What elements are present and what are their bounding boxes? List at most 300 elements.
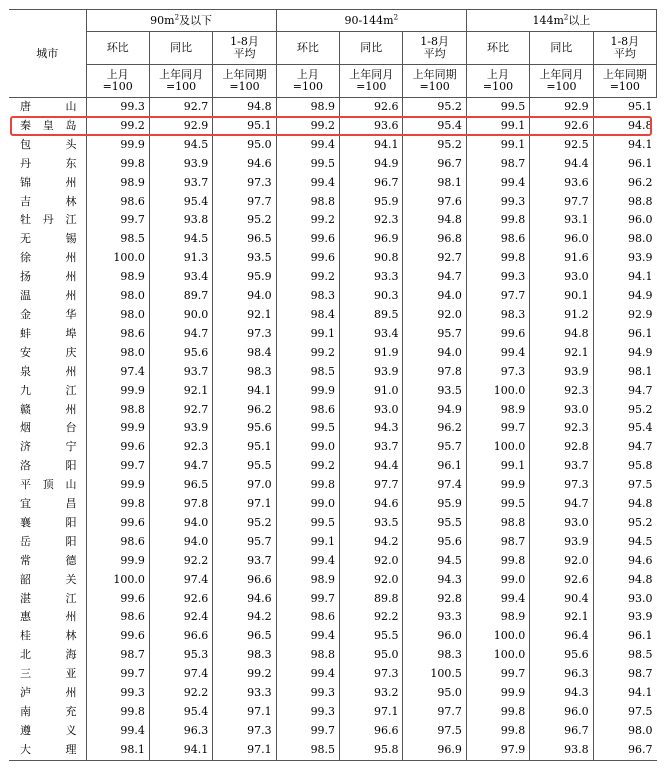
sub-header-label: 同比	[530, 32, 593, 65]
index-value: 94.6	[213, 155, 276, 174]
index-value: 99.0	[466, 571, 529, 590]
city-name: 锦州	[20, 175, 77, 189]
index-value: 94.7	[530, 495, 593, 514]
index-value: 97.8	[149, 495, 212, 514]
index-value: 93.3	[340, 268, 403, 287]
index-value: 99.3	[86, 98, 149, 117]
index-value: 99.8	[86, 703, 149, 722]
index-value: 93.9	[593, 608, 656, 627]
index-value: 94.5	[403, 552, 466, 571]
index-value: 93.7	[530, 457, 593, 476]
city-name: 襄阳	[20, 515, 77, 529]
index-value: 99.8	[466, 211, 529, 230]
index-value: 98.1	[86, 741, 149, 760]
sub-header-base: 上年同月 =100	[530, 65, 593, 98]
index-value: 96.3	[149, 722, 212, 741]
index-value: 93.9	[530, 533, 593, 552]
index-value: 99.6	[86, 627, 149, 646]
index-value: 100.5	[403, 665, 466, 684]
index-value: 96.7	[530, 722, 593, 741]
city-name: 岳阳	[20, 534, 77, 548]
sub-header-base: 上月 =100	[276, 65, 339, 98]
index-value: 98.7	[593, 665, 656, 684]
index-value: 96.2	[213, 401, 276, 420]
index-value: 90.1	[530, 287, 593, 306]
index-value: 92.3	[530, 419, 593, 438]
table-row	[9, 344, 657, 363]
city-name: 牡丹江	[20, 213, 77, 227]
index-value: 95.2	[213, 211, 276, 230]
index-value: 98.3	[403, 646, 466, 665]
index-value: 92.6	[530, 571, 593, 590]
index-value: 98.6	[86, 608, 149, 627]
index-value: 97.7	[340, 476, 403, 495]
index-value: 98.5	[86, 230, 149, 249]
index-value: 91.3	[149, 249, 212, 268]
index-value: 94.2	[213, 608, 276, 627]
sub-header-label: 环比	[466, 32, 529, 65]
index-value: 96.7	[403, 155, 466, 174]
table-row	[9, 571, 657, 590]
index-value: 96.7	[593, 741, 656, 760]
index-value: 96.9	[403, 741, 466, 760]
index-value: 92.6	[530, 117, 593, 136]
index-value: 98.6	[276, 401, 339, 420]
index-value: 97.3	[213, 174, 276, 193]
index-value: 95.0	[213, 136, 276, 155]
city-name: 无锡	[20, 232, 77, 246]
index-value: 97.6	[403, 193, 466, 212]
index-value: 92.6	[149, 590, 212, 609]
index-value: 96.2	[593, 174, 656, 193]
index-value: 94.6	[213, 590, 276, 609]
index-value: 98.9	[276, 571, 339, 590]
index-value: 99.6	[86, 590, 149, 609]
index-value: 96.0	[593, 211, 656, 230]
index-value: 93.3	[213, 684, 276, 703]
index-value: 98.7	[466, 155, 529, 174]
city-name: 湛江	[20, 591, 77, 605]
city-name: 金华	[20, 307, 77, 321]
city-name: 平顶山	[20, 478, 77, 492]
index-value: 94.5	[593, 533, 656, 552]
index-value: 97.7	[403, 703, 466, 722]
table-row	[9, 117, 657, 136]
index-value: 94.1	[213, 382, 276, 401]
index-value: 90.0	[149, 306, 212, 325]
index-value: 99.4	[276, 136, 339, 155]
index-value: 94.6	[593, 552, 656, 571]
index-value: 94.1	[593, 268, 656, 287]
table-row	[9, 741, 657, 760]
index-value: 92.1	[213, 306, 276, 325]
index-value: 94.7	[149, 325, 212, 344]
index-value: 93.3	[403, 608, 466, 627]
city-name: 秦皇岛	[20, 118, 77, 132]
index-value: 98.1	[593, 363, 656, 382]
index-value: 98.6	[276, 608, 339, 627]
index-value: 92.0	[340, 571, 403, 590]
index-value: 97.4	[149, 571, 212, 590]
index-value: 92.1	[149, 382, 212, 401]
index-value: 94.6	[340, 495, 403, 514]
index-value: 99.3	[276, 703, 339, 722]
city-name: 三亚	[20, 667, 77, 681]
index-value: 99.2	[276, 457, 339, 476]
index-value: 98.9	[86, 268, 149, 287]
index-value: 98.9	[466, 608, 529, 627]
index-value: 97.5	[593, 476, 656, 495]
table-row	[9, 211, 657, 230]
index-value: 98.6	[86, 533, 149, 552]
index-value: 97.7	[466, 287, 529, 306]
index-value: 99.8	[86, 495, 149, 514]
index-value: 92.9	[149, 117, 212, 136]
index-value: 93.7	[213, 552, 276, 571]
table-row	[9, 155, 657, 174]
index-value: 91.6	[530, 249, 593, 268]
index-value: 100.0	[466, 438, 529, 457]
index-value: 99.4	[276, 552, 339, 571]
index-value: 98.0	[86, 287, 149, 306]
index-value: 93.1	[530, 211, 593, 230]
group-header-0: $90m^2$及以下	[86, 10, 276, 32]
index-value: 96.5	[149, 476, 212, 495]
index-value: 100.0	[86, 249, 149, 268]
index-value: 95.2	[593, 401, 656, 420]
index-value: 98.3	[213, 646, 276, 665]
index-value: 93.0	[530, 514, 593, 533]
index-value: 99.9	[86, 552, 149, 571]
group-header-1: $90-144m^2$	[276, 10, 466, 32]
index-value: 94.7	[593, 382, 656, 401]
index-value: 95.8	[340, 741, 403, 760]
index-value: 93.6	[340, 117, 403, 136]
index-value: 99.5	[276, 155, 339, 174]
index-value: 99.5	[466, 495, 529, 514]
index-value: 96.6	[213, 571, 276, 590]
index-value: 98.4	[276, 306, 339, 325]
index-value: 98.6	[466, 230, 529, 249]
index-value: 100.0	[466, 646, 529, 665]
index-value: 93.0	[530, 401, 593, 420]
table-row	[9, 514, 657, 533]
index-value: 92.2	[149, 552, 212, 571]
index-value: 98.0	[86, 306, 149, 325]
city-name: 蚌埠	[20, 326, 77, 340]
index-value: 98.0	[86, 344, 149, 363]
index-value: 97.9	[466, 741, 529, 760]
index-value: 95.7	[213, 533, 276, 552]
index-value: 92.7	[149, 98, 212, 117]
index-value: 89.8	[340, 590, 403, 609]
city-name: 泉州	[20, 364, 77, 378]
city-name: 常德	[20, 553, 77, 567]
index-value: 92.2	[149, 684, 212, 703]
index-value: 99.1	[466, 117, 529, 136]
index-value: 93.7	[149, 174, 212, 193]
index-value: 99.4	[276, 665, 339, 684]
index-value: 95.3	[149, 646, 212, 665]
index-value: 92.1	[530, 608, 593, 627]
index-value: 98.7	[466, 533, 529, 552]
index-value: 98.1	[403, 174, 466, 193]
index-value: 99.6	[276, 230, 339, 249]
index-value: 92.7	[403, 249, 466, 268]
index-value: 92.4	[149, 608, 212, 627]
city-name: 济宁	[20, 440, 77, 454]
index-value: 94.7	[403, 268, 466, 287]
index-value: 95.8	[593, 457, 656, 476]
index-value: 92.1	[530, 344, 593, 363]
index-value: 99.2	[86, 117, 149, 136]
index-value: 99.1	[466, 136, 529, 155]
index-value: 99.3	[276, 684, 339, 703]
index-value: 94.5	[149, 136, 212, 155]
index-value: 96.8	[403, 230, 466, 249]
index-value: 94.7	[149, 457, 212, 476]
index-value: 98.5	[593, 646, 656, 665]
index-value: 100.0	[86, 571, 149, 590]
table-row	[9, 136, 657, 155]
index-value: 94.1	[593, 684, 656, 703]
index-value: 93.5	[403, 382, 466, 401]
index-value: 91.9	[340, 344, 403, 363]
index-value: 96.6	[149, 627, 212, 646]
index-value: 94.8	[403, 211, 466, 230]
index-value: 99.7	[466, 419, 529, 438]
sub-header-label: 环比	[86, 32, 149, 65]
index-value: 92.0	[340, 552, 403, 571]
index-value: 93.7	[149, 363, 212, 382]
index-value: 97.3	[213, 325, 276, 344]
index-value: 95.1	[593, 98, 656, 117]
index-value: 97.5	[403, 722, 466, 741]
index-value: 98.3	[466, 306, 529, 325]
index-value: 90.4	[530, 590, 593, 609]
index-value: 94.8	[593, 571, 656, 590]
index-value: 99.3	[466, 193, 529, 212]
city-name: 烟台	[20, 421, 77, 435]
index-value: 99.8	[466, 703, 529, 722]
table-row	[9, 457, 657, 476]
index-value: 99.3	[466, 268, 529, 287]
index-value: 99.4	[466, 590, 529, 609]
index-value: 97.1	[213, 741, 276, 760]
index-value: 99.8	[276, 476, 339, 495]
index-value: 94.4	[340, 457, 403, 476]
city-name: 温州	[20, 289, 77, 303]
index-value: 97.3	[213, 722, 276, 741]
table-row	[9, 476, 657, 495]
index-value: 99.9	[86, 419, 149, 438]
index-value: 95.5	[340, 627, 403, 646]
sub-header-base: 上年同月 =100	[340, 65, 403, 98]
index-value: 99.1	[276, 325, 339, 344]
index-value: 99.6	[466, 325, 529, 344]
index-value: 99.0	[276, 495, 339, 514]
index-value: 96.4	[530, 627, 593, 646]
city-name: 洛阳	[20, 459, 77, 473]
table-row	[9, 193, 657, 212]
index-value: 94.8	[593, 495, 656, 514]
index-value: 89.7	[149, 287, 212, 306]
index-value: 99.6	[86, 438, 149, 457]
index-value: 99.4	[276, 174, 339, 193]
index-value: 93.0	[593, 590, 656, 609]
sub-header-label: 1-8月 平均	[213, 32, 276, 65]
index-value: 91.2	[530, 306, 593, 325]
index-value: 98.0	[593, 230, 656, 249]
city-name: 安庆	[20, 345, 77, 359]
index-value: 96.0	[403, 627, 466, 646]
index-value: 98.6	[86, 325, 149, 344]
index-value: 99.0	[276, 438, 339, 457]
index-value: 96.0	[530, 230, 593, 249]
index-value: 98.8	[593, 193, 656, 212]
index-value: 95.5	[213, 457, 276, 476]
index-value: 96.9	[340, 230, 403, 249]
index-value: 98.3	[213, 363, 276, 382]
index-value: 98.8	[276, 646, 339, 665]
index-value: 100.0	[466, 627, 529, 646]
index-value: 99.7	[86, 457, 149, 476]
index-value: 99.2	[276, 268, 339, 287]
index-value: 98.5	[276, 741, 339, 760]
city-name: 大理	[9, 741, 86, 760]
index-value: 97.7	[213, 193, 276, 212]
index-value: 95.6	[403, 533, 466, 552]
index-value: 98.4	[213, 344, 276, 363]
index-value: 99.7	[276, 722, 339, 741]
index-value: 94.5	[149, 230, 212, 249]
index-value: 96.3	[530, 665, 593, 684]
index-value: 98.8	[466, 514, 529, 533]
index-value: 92.0	[530, 552, 593, 571]
index-value: 92.8	[530, 438, 593, 457]
table-row	[9, 608, 657, 627]
city-name: 泸州	[20, 686, 77, 700]
index-value: 95.9	[403, 495, 466, 514]
index-value: 93.2	[340, 684, 403, 703]
index-value: 95.9	[213, 268, 276, 287]
index-value: 94.3	[530, 684, 593, 703]
index-value: 94.4	[530, 155, 593, 174]
index-value: 95.1	[213, 438, 276, 457]
index-value: 96.1	[593, 325, 656, 344]
index-value: 96.0	[530, 703, 593, 722]
index-value: 99.4	[466, 174, 529, 193]
index-value: 92.9	[593, 306, 656, 325]
table-row	[9, 646, 657, 665]
table-row	[9, 287, 657, 306]
index-value: 95.6	[213, 419, 276, 438]
index-value: 99.7	[86, 211, 149, 230]
index-value: 97.1	[213, 495, 276, 514]
index-value: 97.3	[340, 665, 403, 684]
city-name: 韶关	[20, 572, 77, 586]
index-value: 95.6	[149, 344, 212, 363]
index-value: 97.4	[86, 363, 149, 382]
index-value: 98.8	[276, 193, 339, 212]
city-name: 吉林	[20, 194, 77, 208]
city-name: 赣州	[20, 402, 77, 416]
index-value: 94.9	[340, 155, 403, 174]
city-name: 徐州	[20, 251, 77, 265]
table-row	[9, 590, 657, 609]
sub-header-label: 同比	[149, 32, 212, 65]
index-value: 94.0	[213, 287, 276, 306]
index-value: 98.0	[593, 722, 656, 741]
city-name: 宜昌	[20, 497, 77, 511]
index-value: 94.9	[593, 344, 656, 363]
index-value: 96.5	[213, 230, 276, 249]
index-value: 96.1	[593, 627, 656, 646]
sub-header-base: 上年同月 =100	[149, 65, 212, 98]
index-value: 99.9	[86, 136, 149, 155]
index-value: 89.5	[340, 306, 403, 325]
index-value: 99.8	[86, 155, 149, 174]
city-name: 桂林	[20, 629, 77, 643]
index-value: 93.0	[530, 268, 593, 287]
table-row	[9, 230, 657, 249]
table-row	[9, 495, 657, 514]
index-value: 96.6	[340, 722, 403, 741]
index-value: 99.3	[86, 684, 149, 703]
index-value: 95.4	[403, 117, 466, 136]
index-value: 92.2	[340, 608, 403, 627]
index-value: 99.2	[276, 344, 339, 363]
index-value: 99.6	[276, 249, 339, 268]
index-value: 99.5	[276, 419, 339, 438]
index-value: 93.6	[530, 174, 593, 193]
index-value: 98.3	[276, 287, 339, 306]
index-value: 98.9	[276, 98, 339, 117]
index-value: 98.9	[466, 401, 529, 420]
index-value: 92.3	[530, 382, 593, 401]
sub-header-base: 上月 =100	[466, 65, 529, 98]
table-row	[9, 703, 657, 722]
city-name: 九江	[20, 383, 77, 397]
index-value: 94.3	[340, 419, 403, 438]
city-name: 北海	[20, 648, 77, 662]
index-value: 94.2	[340, 533, 403, 552]
index-value: 95.4	[593, 419, 656, 438]
city-name: 扬州	[20, 270, 77, 284]
index-value: 99.8	[466, 552, 529, 571]
index-value: 94.3	[403, 571, 466, 590]
sub-header-base: 上月 =100	[86, 65, 149, 98]
index-value: 94.0	[149, 514, 212, 533]
index-value: 95.2	[403, 98, 466, 117]
index-value: 99.4	[466, 344, 529, 363]
index-value: 100.0	[466, 382, 529, 401]
index-value: 99.2	[276, 211, 339, 230]
index-value: 93.9	[340, 363, 403, 382]
city-name: 丹东	[20, 156, 77, 170]
sub-header-base: 上年同期 =100	[403, 65, 466, 98]
index-value: 99.9	[86, 476, 149, 495]
index-value: 94.7	[593, 438, 656, 457]
index-value: 94.9	[593, 287, 656, 306]
index-value: 96.5	[213, 627, 276, 646]
index-value: 94.1	[340, 136, 403, 155]
index-value: 91.0	[340, 382, 403, 401]
index-value: 90.3	[340, 287, 403, 306]
index-value: 97.7	[530, 193, 593, 212]
city-name: 遵义	[20, 723, 77, 737]
index-value: 95.2	[213, 514, 276, 533]
